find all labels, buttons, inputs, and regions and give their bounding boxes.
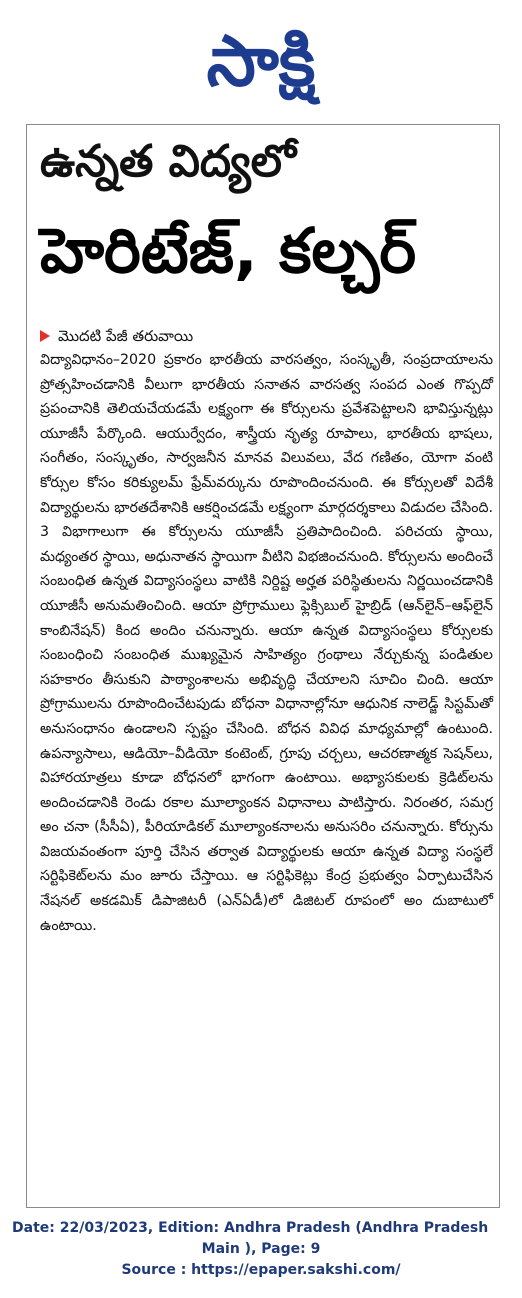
article-headline: హెరిటేజ్, కల్చర్	[40, 214, 417, 287]
continuation-text: మొదటి పేజీ తరువాయి	[58, 327, 194, 345]
article-body	[40, 348, 493, 938]
svg-text:సాక్షి: సాక్షి	[206, 20, 316, 102]
footer-source: Source : https://epaper.sakshi.com/	[121, 1262, 401, 1278]
continuation-label	[40, 326, 480, 346]
footer-page: Main ), Page: 9	[201, 1241, 321, 1257]
red-triangle-icon	[40, 330, 50, 342]
sakshi-logo	[146, 11, 376, 107]
article-kicker: ఉన్నత విద్యలో	[40, 136, 297, 187]
page-footer	[0, 1218, 522, 1281]
footer-date-edition: Date: 22/03/2023, Edition: Andhra Pradesh (Andhra Pradesh	[12, 1220, 489, 1236]
masthead	[0, 0, 522, 118]
article-body-paragraph: విద్యావిధానం–2020 ప్రకారం భారతీయ వారసత్వం, సంస్కృతీ, సంప్రదాయాలను ప్రోత్సహించడానికి వీలుగా భారతీయ సనాతన వారసత్వ సంపద ఎంత గొప్పదో ప్రపంచానికి తెలియచేయడమే లక్ష్యంగా ఈ కోర్సులను ప్రవేశపెట్టాలని భావిస్తున్నట్లు యూజీసీ పేర్కొంది. ఆయుర్వేదం, శాస్త్రీయ నృత్య రూపాలు, భారతీయ భాషలు, సంగీతం, సంస్కృతం, సార్వజనీన మానవ విలువలు, వేద గణితం, యోగా వంటి కోర్సుల కోసం కరిక్యులమ్ ఫ్రేమ్‌వర్కును రూపొందించనుంది. ఈ కోర్సులతో విదేశీ విద్యార్థులను భారతదేశానికి ఆకర్షించడమే లక్ష్యంగా మార్గదర్శకాలు విడుదల చేసింది. 3 విభాగాలుగా ఈ కోర్సులను యూజీసీ ప్రతిపాదించింది. పరిచయ స్థాయి, మధ్యంతర స్థాయి, అధునాతన స్థాయిగా వీటిని విభజించనుంది. కోర్సులను అందించే సంబంధిత ఉన్నత విద్యాసంస్థలు వాటికి నిర్దిష్ట అర్హత పరిస్థితులను నిర్ణయించడానికి యూజీసీ అనుమతించింది. ఆయా ప్రోగ్రాములు ఫ్లెక్సిబుల్ హైబ్రిడ్ (ఆన్‌లైన్–ఆఫ్‌లైన్ కాంబినేషన్) కింద అందిం చనున్నారు. ఆయా ఉన్నత విద్యాసంస్థలు కోర్సులకు సంబంధించి సంబంధిత ముఖ్యమైన సాహిత్యం గ్రంథాలు నేర్చుకున్న పండితుల సహకారం తీసుకుని పాఠ్యాంశాలను అభివృద్ధి చేయాలని సూచిం చింది. ఆయా ప్రోగ్రాములను రూపొందించేటపుడు బోధనా విధానాల్లోనూ ఆధునిక నాలెడ్జ్ సిస్టమ్‌తో అనుసంధానం ఉండాలని స్పష్టం చేసింది. బోధన వివిధ మాధ్యమాల్లో ఉంటుంది. ఉపన్యాసాలు, ఆడియో–వీడియో కంటెంట్, గ్రూపు చర్చలు, ఆచరణాత్మక సెషన్‌లు, విహారయాత్రలు కూడా బోధనలో భాగంగా ఉంటాయి. అభ్యాసకులకు క్రెడిట్‌లను అందించడానికి రెండు రకాల మూల్యాంకన విధానాలు పాటిస్తారు. నిరంతర, సమగ్ర అం చనా (సీసీఏ), పీరియాడికల్ మూల్యాంకనాలను అనుసరిం చనున్నారు. కోర్సును విజయవంతంగా పూర్తి చేసిన తర్వాత విద్యార్థులకు ఆయా ఉన్నత విద్యా సంస్థలే సర్టిఫికెట్‌లను మం జూరు చేస్తాయి. ఆ సర్టిఫికెట్లు కేంద్ర ప్రభుత్వం ఏర్పాటుచేసిన నేషనల్ అకడమిక్ డిపాజిటరీ (ఎన్‌ఏడీ)లో డిజిటల్ రూపంలో అం దుబాటులో ఉంటాయి.	[40, 352, 493, 934]
